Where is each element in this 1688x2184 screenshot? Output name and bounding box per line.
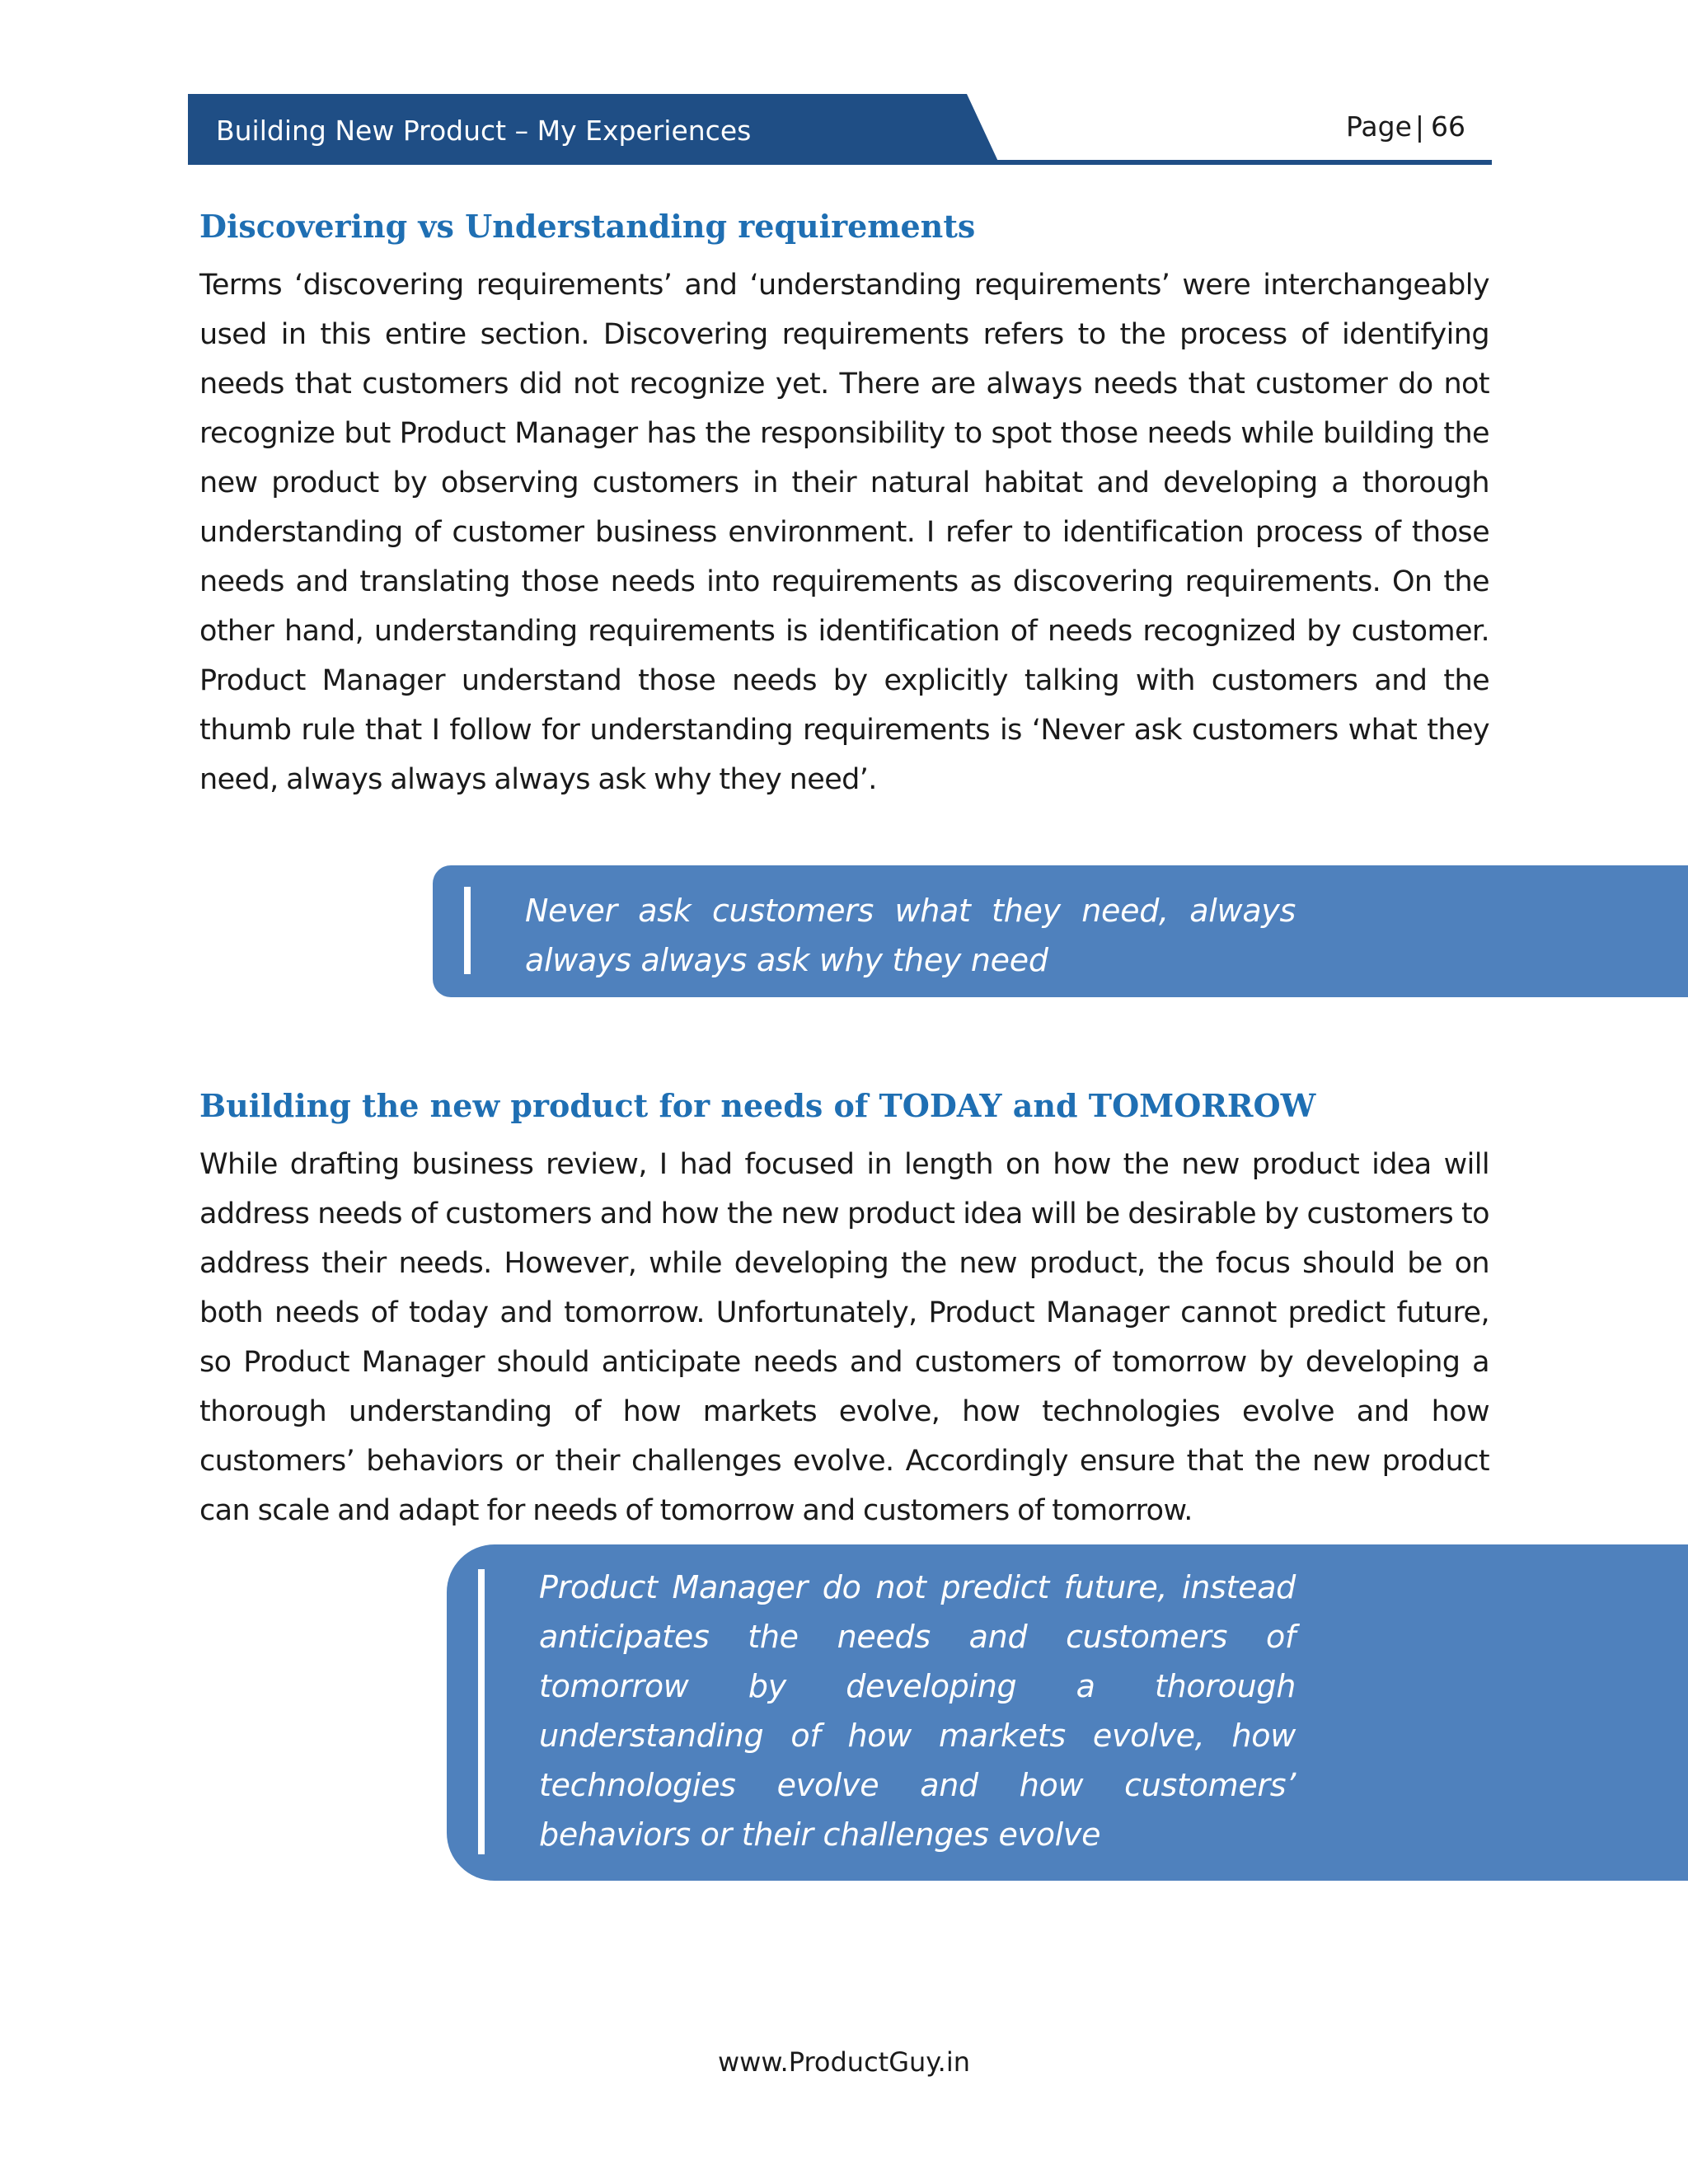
pull-quote-text: Never ask customers what they need, always always always ask why they need [525, 893, 1296, 978]
header-title: Building New Product – My Experiences [216, 115, 752, 147]
page-number: 66 [1431, 110, 1465, 143]
pull-quote-today-tomorrow [447, 1544, 1688, 1881]
header-rule [989, 160, 1492, 165]
quote-bar [478, 1569, 485, 1854]
page-label: Page [1345, 110, 1412, 143]
section-heading-discovering: Discovering vs Understanding requirements [199, 208, 976, 245]
section-paragraph-today-tomorrow: While drafting business review, I had focused in length on how the new product idea will address needs of customers and how the new product idea will be desirable by customers to address their needs. However, while developing the new product, the focus should be on both needs of today and tomorrow. Unfortunately, Product Manager cannot predict future, so Product Manager should anticipate needs and customers of tomorrow by developing a thorough understanding of how markets evolve, how technologies evolve and how customers’ behaviors or their challenges evolve. Accordingly ensure that the new product can scale and adapt for needs of tomorrow and customers of tomorrow. [199, 1148, 1489, 1527]
section-paragraph-discovering: Terms ‘discovering requirements’ and ‘understanding requirements’ were interchangeably used in this entire section. Discovering requirements refers to the process of identifying needs that customers did not recognize yet. There are always needs that customer do not recognize but Product Manager has the responsibility to spot those needs while building the new product by observing customers in their natural habitat and developing a thorough understanding of customer business environment. I refer to identification process of those needs and translating those needs into requirements as discovering requirements. On the other hand, understanding requirements is identification of needs recognized by customer. Product Manager understand those needs by explicitly talking with customers and the thumb rule that I follow for understanding requirements is ‘Never ask customers what they need, always always always ask why they need’. [199, 269, 1489, 796]
quote-bar [464, 887, 471, 974]
pull-quote-discovering [433, 865, 1688, 997]
pull-quote-text: Product Manager do not predict future, instead anticipates the needs and customers of tomorrow by developing a thorough understanding of how markets evolve, how technologies evolve and how customers’ behaviors or their challenges evolve [539, 1569, 1296, 1853]
page-separator: | [1414, 110, 1424, 143]
footer-website: www.ProductGuy.in [717, 2046, 971, 2078]
page-number-label [1346, 109, 1465, 145]
section-heading-today-tomorrow: Building the new product for needs of TODAY and TOMORROW [199, 1087, 1316, 1124]
